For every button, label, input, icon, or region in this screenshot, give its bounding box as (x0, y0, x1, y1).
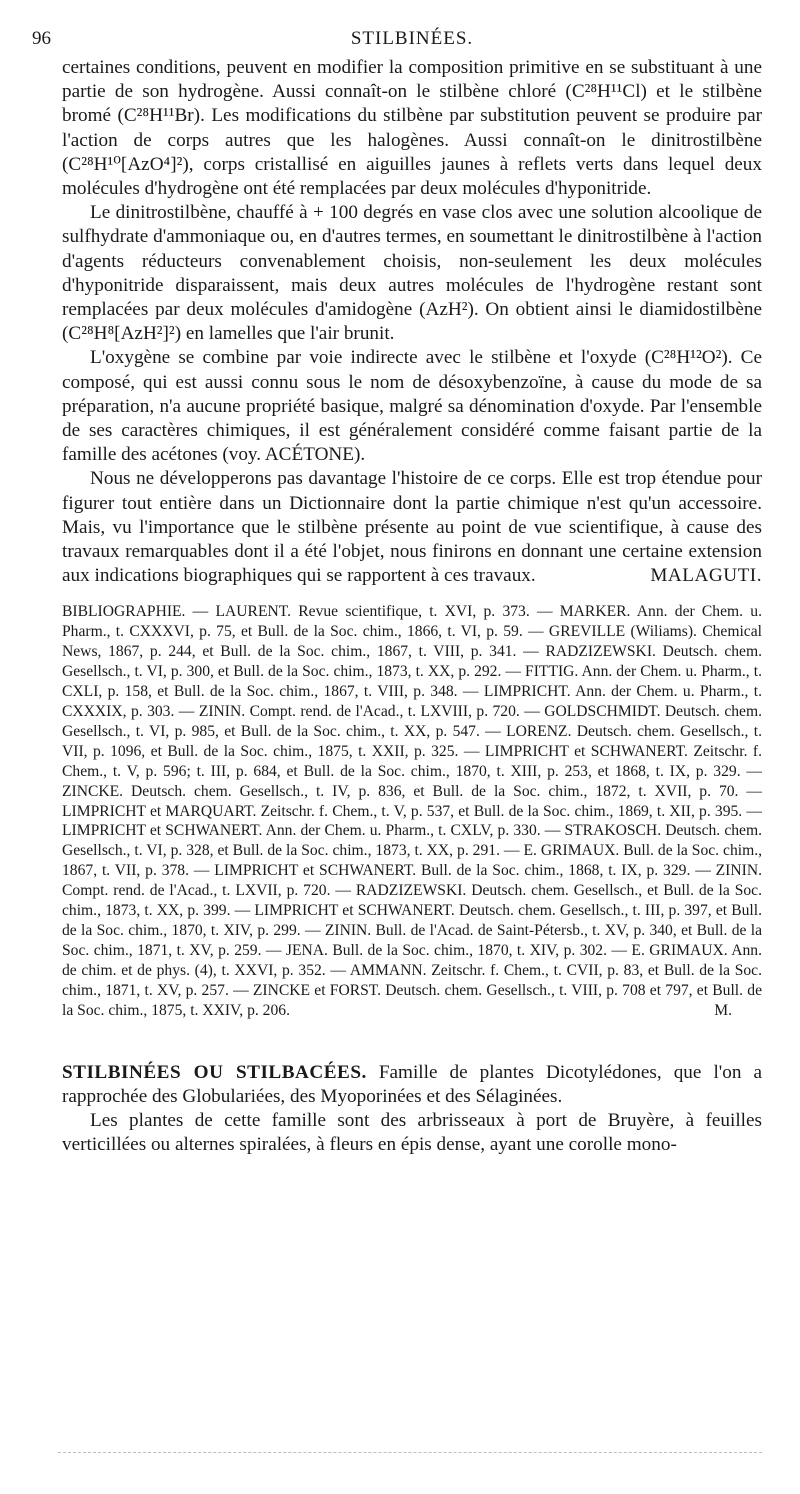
dictionary-entry (62, 1061, 762, 1158)
bibliography-entries: BIBLIOGRAPHIE. — LAURENT. Revue scientifique, t. XVI, p. 373. — MARKER. Ann. der Chem. u. Pharm., t. CXXXVI, p. 75, et Bull. de la Soc. chim., 1866, t. VI, p. 59. — GREVILLE (Wiliams). Chemical News, 1867, p. 244, et Bull. de la Soc. chim., 1867, t. VIII, p. 341. — RADZIZEWSKI. Deutsch. chem. Gesellsch., t. VI, p. 300, et Bull. de la Soc. chim., 1873, t. XX, p. 292. — FITTIG. Ann. der Chem. u. Pharm., t. CXLI, p. 158, et Bull. de la Soc. chim., 1867, t. VIII, p. 348. — LIMPRICHT. Ann. der Chem. u. Pharm., t. CXXXIX, p. 303. — ZININ. Compt. rend. de l'Acad., t. LXVIII, p. 720. — GOLDSCHMIDT. Deutsch. chem. Gesellsch., t. VI, p. 985, et Bull. de la Soc. chim., t. XX, p. 547. — LORENZ. Deutsch. chem. Gesellsch., t. VII, p. 1096, et Bull. de la Soc. chim., 1875, t. XXII, p. 325. — LIMPRICHT et SCHWANERT. Zeitschr. f. Chem., t. V, p. 596; t. III, p. 684, et Bull. de la Soc. chim., 1870, t. XIII, p. 253, et 1868, t. IX, p. 329. — ZINCKE. Deutsch. chem. Gesellsch., t. IV, p. 836, et Bull. de la Soc. chim., 1872, t. XVII, p. 70. — LIMPRICHT et MARQUART. Zeitschr. f. Chem., t. V, p. 537, et Bull. de la Soc. chim., 1869, t. XII, p. 395. — LIMPRICHT et SCHWANERT. Ann. der Chem. u. Pharm., t. CXLV, p. 330. — STRAKOSCH. Deutsch. chem. Gesellsch., t. VI, p. 328, et Bull. de la Soc. chim., 1873, t. XX, p. 291. — E. GRIMAUX. Bull. de la Soc. chim., 1867, t. VII, p. 378. — LIMPRICHT et SCHWANERT. Bull. de la Soc. chim., 1868, t. IX, p. 329. — ZININ. Compt. rend. de l'Acad., t. LXVII, p. 720. — RADZIZEWSKI. Deutsch. chem. Gesellsch., et Bull. de la Soc. chim., 1873, t. XX, p. 399. — LIMPRICHT et SCHWANERT. Deutsch. chem. Gesellsch., t. III, p. 397, et Bull. de la Soc. chim., 1870, t. XIV, p. 299. — ZININ. Bull. de l'Acad. de Saint-Pétersb., t. XV, p. 340, et Bull. de la Soc. chim., 1871, t. XV, p. 259. — JENA. Bull. de la Soc. chim., 1870, t. XIV, p. 302. — E. GRIMAUX. Ann. de chim. et de phys. (4), t. XXVI, p. 352. — AMMANN. Zeitschr. f. Chem., t. CVII, p. 83, et Bull. de la Soc. chim., 1871, t. XV, p. 257. — ZINCKE et FORST. Deutsch. chem. Gesellsch., t. VIII, p. 708 et 797, et Bull. de la Soc. chim., 1875, t. XXIV, p. 206. (62, 603, 762, 1019)
paragraph-4-text: Nous ne développerons pas davantage l'histoire de ce corps. Elle est trop étendue pour figurer tout entière dans un Dictionnaire dont la partie chimique n'est qu'un accessoire. Mais, vu l'importance que le stilbène présente au point de vue scientifique, à cause des travaux remarquables dont il a été l'objet, nous finirons en donnant une certaine extension aux indications biographiques qui se rapportent à ces travaux. (62, 468, 762, 587)
running-title: STILBINÉES. (350, 28, 474, 49)
entry-paragraph-2: Les plantes de cette famille sont des arbrisseaux à port de Bruyère, à feuilles verticillées ou alternes spiralées, à fleurs en épis dense, ayant une corolle mono- (62, 1109, 762, 1156)
paragraph-3: L'oxygène se combine par voie indirecte avec le stilbène et l'oxyde (C²⁸H¹²O²). Ce composé, qui est aussi connu sous le nom de désoxybenzoïne, à cause du mode de sa préparation, n'a aucune propriété basique, malgré sa dénomination d'oxyde. Par l'ensemble de ses caractères chimiques, il est généralement considéré comme faisant partie de la famille des acétones (voy. ACÉTONE). (62, 347, 762, 466)
bottom-divider (58, 1452, 762, 1453)
bibliography-text (62, 602, 762, 1020)
entry-paragraph-1 (62, 1061, 762, 1109)
paragraph-1: certaines conditions, peuvent en modifier la composition primitive en se substituant à une partie de son hydrogène. Aussi connaît-on le stilbène chloré (C²⁸H¹¹Cl) et le stilbène bromé (C²⁸H¹¹Br). Les modifications du stilbène par substitution peuvent se produire par l'action de corps autres que les halogènes. Aussi connaît-on le dinitrostilbène (C²⁸H¹⁰[AzO⁴]²), corps cristallisé en aiguilles jaunes à reflets verts dans lequel deux molécules d'hydrogène ont été remplacées par deux molécules d'hyponitride. (62, 57, 762, 200)
entry-headword: STILBINÉES OU STILBACÉES. (62, 1061, 367, 1083)
article-body (62, 56, 762, 588)
bibliography (62, 602, 762, 1020)
page-header (32, 28, 762, 56)
bibliography-signature: M. (714, 1001, 732, 1019)
author-signature: MALAGUTI. (650, 565, 762, 587)
document-page (32, 28, 762, 1157)
page-number: 96 (32, 28, 51, 49)
paragraph-2: Le dinitrostilbène, chauffé à + 100 degrés en vase clos avec une solution alcoolique de sulfhydrate d'ammoniaque ou, en d'autres termes, en soumettant le dinitrostilbène à l'action d'agents réducteurs convenablement choisis, non-seulement les deux molécules d'hyponitride disparaissent, mais deux autres molécules de l'hydrogène restant sont remplacées par deux molécules d'amidogène (AzH²). On obtient ainsi le diamidostilbène (C²⁸H⁸[AzH²]²) en lamelles que l'air brunit. (62, 202, 762, 345)
paragraph-4 (62, 467, 762, 588)
entry-definition: Famille de plantes Dicotylédones, que l'on a rapprochée des Globulariées, des Myoporinées et des Sélaginées. (62, 1061, 762, 1107)
